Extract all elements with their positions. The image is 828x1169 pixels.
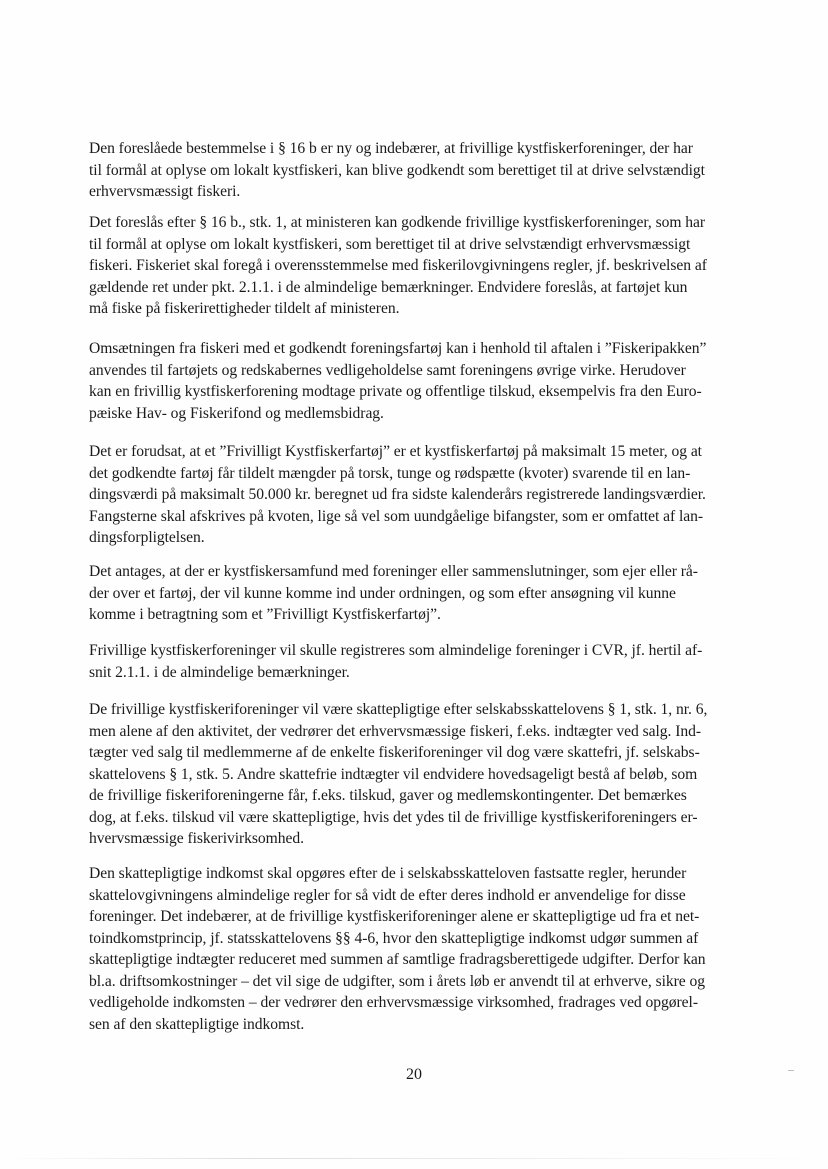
text-line: Det er forudsat, at et ”Frivilligt Kystfiskerfartøj” er et kystfiskerfartøj på maksimalt 15 meter, og at bbox=[89, 443, 702, 460]
scan-edge bbox=[0, 1158, 828, 1159]
text-line: pæiske Hav- og Fiskerifond og medlemsbidrag. bbox=[89, 404, 384, 422]
text-line: de frivillige fiskeriforeningerne får, f.eks. tilskud, gaver og medlemskontingenter. Det bemærkes bbox=[89, 787, 687, 804]
text-line: der over et fartøj, der vil kunne komme ind under ordningen, og som efter ansøgning vil kunne bbox=[89, 584, 676, 602]
paragraph-8 bbox=[89, 863, 735, 1035]
text-line: komme i betragtning som et ”Frivilligt Kystfiskerfartøj”. bbox=[89, 606, 441, 623]
text-line: dingsværdi på maksimalt 50.000 kr. beregnet ud fra sidste kalenderårs registrerede landingsværdier. bbox=[89, 486, 706, 503]
text-line: anvendes til fartøjets og redskabernes vedligeholdelse samt foreningens øvrige virke. Herudover bbox=[89, 361, 686, 379]
text-line: skattelovens § 1, stk. 5. Andre skattefrie indtægter vil endvidere hovedsageligt bestå af beløb, som bbox=[89, 765, 698, 783]
text-line: hvervsmæssige fiskerivirksomhed. bbox=[89, 830, 304, 847]
text-line: bl.a. driftsomkostninger – det vil sige de udgifter, som i årets løb er anvendt til at erhverve, sikre og bbox=[89, 972, 705, 990]
text-line: De frivillige kystfiskeriforeninger vil være skattepligtige efter selskabsskattelovens § 1, stk. 1, nr. 6, bbox=[89, 701, 708, 718]
paragraph-5 bbox=[89, 561, 735, 626]
text-line: kan en frivillig kystfiskerforening modtage private og offentlige tilskud, eksempelvis fra den Euro- bbox=[89, 383, 702, 400]
text-line: tægter ved salg til medlemmerne af de enkelte fiskeriforeninger vil dog være skattefri, jf. selskabs- bbox=[89, 744, 700, 761]
text-line: Den foreslåede bestemmelse i § 16 b er ny og indebærer, at frivillige kystfiskerforeninger, der har bbox=[89, 140, 693, 157]
text-line: Frivillige kystfiskerforeninger vil skulle registreres som almindelige foreninger i CVR, jf. hertil af- bbox=[89, 642, 703, 659]
text-line: Det foreslås efter § 16 b., stk. 1, at ministeren kan godkende frivillige kystfiskerforeninger, som har bbox=[89, 214, 706, 231]
text-line: Fangsterne skal afskrives på kvoten, lige så vel som uundgåelige bifangster, som er omfattet af lan- bbox=[89, 507, 704, 525]
text-line: erhvervsmæssigt fiskeri. bbox=[89, 183, 241, 200]
paragraph-6 bbox=[89, 640, 735, 683]
text-line: må fiske på fiskerirettigheder tildelt af ministeren. bbox=[89, 300, 400, 317]
paragraph-3 bbox=[89, 338, 735, 424]
text-line: det godkendte fartøj får tildelt mængder på torsk, tunge og rødspætte (kvoter) svarende til en lan- bbox=[89, 464, 691, 482]
page-number: 20 bbox=[406, 1066, 422, 1083]
text-line: fiskeri. Fiskeriet skal foregå i overensstemmelse med fiskerilovgivningens regler, jf. beskrivelsen af bbox=[89, 257, 707, 274]
text-line: Det antages, at der er kystfiskersamfund med foreninger eller sammenslutninger, som ejer eller rå- bbox=[89, 563, 698, 580]
text-line: toindkomstprincip, jf. statsskattelovens §§ 4-6, hvor den skattepligtige indkomst udgør summen af bbox=[89, 929, 699, 947]
text-line: snit 2.1.1. i de almindelige bemærkninger. bbox=[89, 663, 350, 681]
paragraph-1 bbox=[89, 138, 735, 203]
text-line: skattepligtige indtægter reduceret med summen af samtlige fradragsberettigede udgifter. Derfor kan bbox=[89, 951, 706, 968]
text-line: men alene af den aktivitet, der vedrører det erhvervsmæssige fiskeri, f.eks. indtægter ved salg. Ind- bbox=[89, 722, 702, 740]
paragraph-7 bbox=[89, 699, 735, 850]
text-line: foreninger. Det indebærer, at de frivillige kystfiskeriforeninger alene er skattepligtige ud fra et net- bbox=[89, 908, 700, 925]
paragraph-4 bbox=[89, 441, 735, 549]
text-line: Omsætningen fra fiskeri med et godkendt foreningsfartøj kan i henhold til aftalen i ”Fiskeripakken” bbox=[89, 340, 707, 357]
text-line: vedligeholde indkomsten – der vedrører den erhvervsmæssige virksomhed, fradrages ved opgørel- bbox=[89, 994, 698, 1011]
text-line: gældende ret under pkt. 2.1.1. i de almindelige bemærkninger. Endvidere foreslås, at fartøjet kun bbox=[89, 278, 688, 296]
text-line: Den skattepligtige indkomst skal opgøres efter de i selskabsskatteloven fastsatte regler, herunder bbox=[89, 865, 687, 882]
text-line: skattelovgivningens almindelige regler for så vidt de efter deres indhold er anvendelige for disse bbox=[89, 886, 686, 904]
text-line: sen af den skattepligtige indkomst. bbox=[89, 1015, 305, 1033]
text-line: dingsforpligtelsen. bbox=[89, 529, 205, 546]
text-line: dog, at f.eks. tilskud vil være skattepligtige, hvis det ydes til de frivillige kystfiskeriforeningers er- bbox=[89, 808, 698, 826]
scan-mark bbox=[788, 1070, 794, 1071]
text-line: til formål at oplyse om lokalt kystfiskeri, kan blive godkendt som berettiget til at drive selvstændigt bbox=[89, 161, 705, 179]
paragraph-2 bbox=[89, 212, 735, 320]
text-line: til formål at oplyse om lokalt kystfiskeri, som berettiget til at drive selvstændigt erhvervsmæssigt bbox=[89, 235, 691, 253]
